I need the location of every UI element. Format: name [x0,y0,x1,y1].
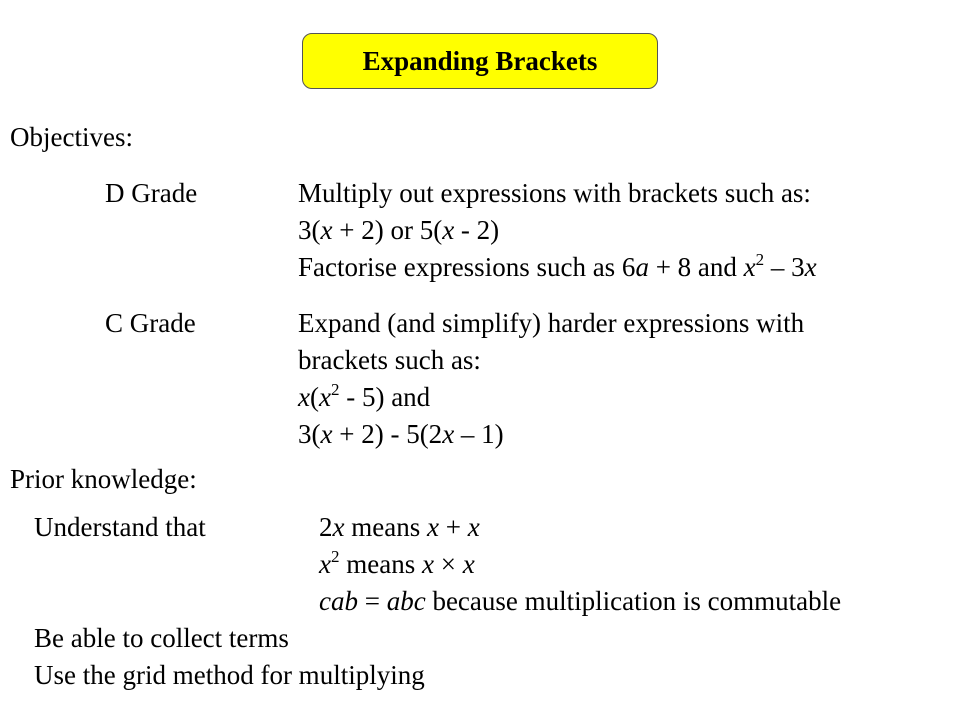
d-grade-label: D Grade [105,178,198,208]
prior-fact-3: cab = abc because multiplication is commutable [319,586,842,616]
d-grade-line-3: Factorise expressions such as 6a + 8 and $x^2 - 3x$ [298,250,817,282]
c-grade-line-3: $x(x^2 - 5)$ and [298,380,431,412]
page-title: Expanding Brackets [362,45,598,76]
understand-label: Understand that [34,512,206,542]
prior-knowledge-heading: Prior knowledge: [10,464,197,494]
title-banner [302,33,658,89]
c-grade-line-1: Expand (and simplify) harder expressions with [298,308,805,338]
c-grade-line-4: 3(x + 2) - 5(2x – 1) [298,419,504,449]
d-grade-line-1: Multiply out expressions with brackets such as: [298,178,811,208]
c-grade-line-2: brackets such as: [298,345,481,375]
objectives-heading: Objectives: [10,122,133,152]
d-grade-line-2: 3(x + 2) or 5(x - 2) [298,215,500,245]
c-grade-label: C Grade [105,308,196,338]
prior-item-grid-method: Use the grid method for multiplying [34,660,425,690]
prior-item-collect-terms: Be able to collect terms [34,623,289,653]
prior-fact-2: $x^2$ means x × x [319,547,475,579]
prior-fact-1: 2x means x + x [319,512,480,542]
